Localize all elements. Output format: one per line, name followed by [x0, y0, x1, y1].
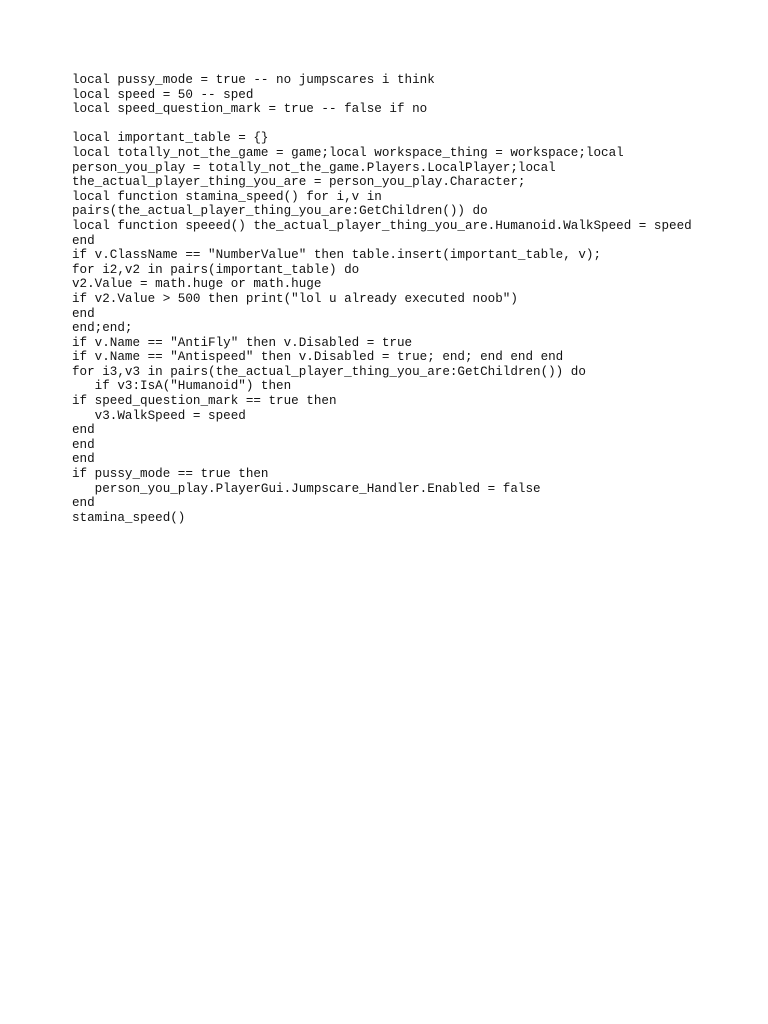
code-line: end [72, 496, 95, 511]
code-line: local pussy_mode = true -- no jumpscares i think [72, 73, 435, 87]
code-line: local function speeed() the_actual_player_thing_you_are.Humanoid.WalkSpeed = speed [72, 218, 692, 233]
code-line: if v3:IsA("Humanoid") then [72, 379, 292, 394]
code-line: for i2,v2 in pairs(important_table) do [72, 262, 360, 277]
code-line: person_you_play = totally_not_the_game.Players.LocalPlayer;local [72, 160, 556, 175]
code-line: end [72, 233, 95, 248]
code-block [72, 73, 692, 525]
code-line: stamina_speed() [72, 510, 186, 525]
code-line: end [72, 452, 95, 467]
code-line: pairs(the_actual_player_thing_you_are:GetChildren()) do [72, 204, 488, 219]
code-line: the_actual_player_thing_you_are = person_you_play.Character; [72, 175, 526, 190]
code-line: end [72, 437, 95, 452]
code-line: local important_table = {} [72, 131, 269, 146]
code-line: if v.Name == "AntiFly" then v.Disabled = true [72, 335, 413, 350]
code-line: local function stamina_speed() for i,v in [72, 189, 382, 204]
code-line: if pussy_mode == true then [72, 467, 269, 482]
code-line: local speed = 50 -- sped [72, 87, 254, 102]
code-line [72, 117, 692, 132]
code-line: if v.ClassName == "NumberValue" then table.insert(important_table, v); [72, 248, 602, 263]
code-line: local speed_question_mark = true -- false if no [72, 102, 428, 117]
code-line: person_you_play.PlayerGui.Jumpscare_Handler.Enabled = false [72, 481, 541, 496]
code-line: for i3,v3 in pairs(the_actual_player_thing_you_are:GetChildren()) do [72, 364, 586, 379]
code-line: v3.WalkSpeed = speed [72, 408, 246, 423]
code-line: if speed_question_mark == true then [72, 394, 337, 409]
code-line: end;end; [72, 321, 133, 336]
code-line: if v2.Value > 500 then print("lol u already executed noob") [72, 291, 518, 306]
code-line: if v.Name == "Antispeed" then v.Disabled = true; end; end end end [72, 350, 564, 365]
code-line: end [72, 306, 95, 321]
code-line: end [72, 423, 95, 438]
code-line: local totally_not_the_game = game;local workspace_thing = workspace;local [72, 145, 624, 160]
code-line: v2.Value = math.huge or math.huge [72, 277, 322, 292]
